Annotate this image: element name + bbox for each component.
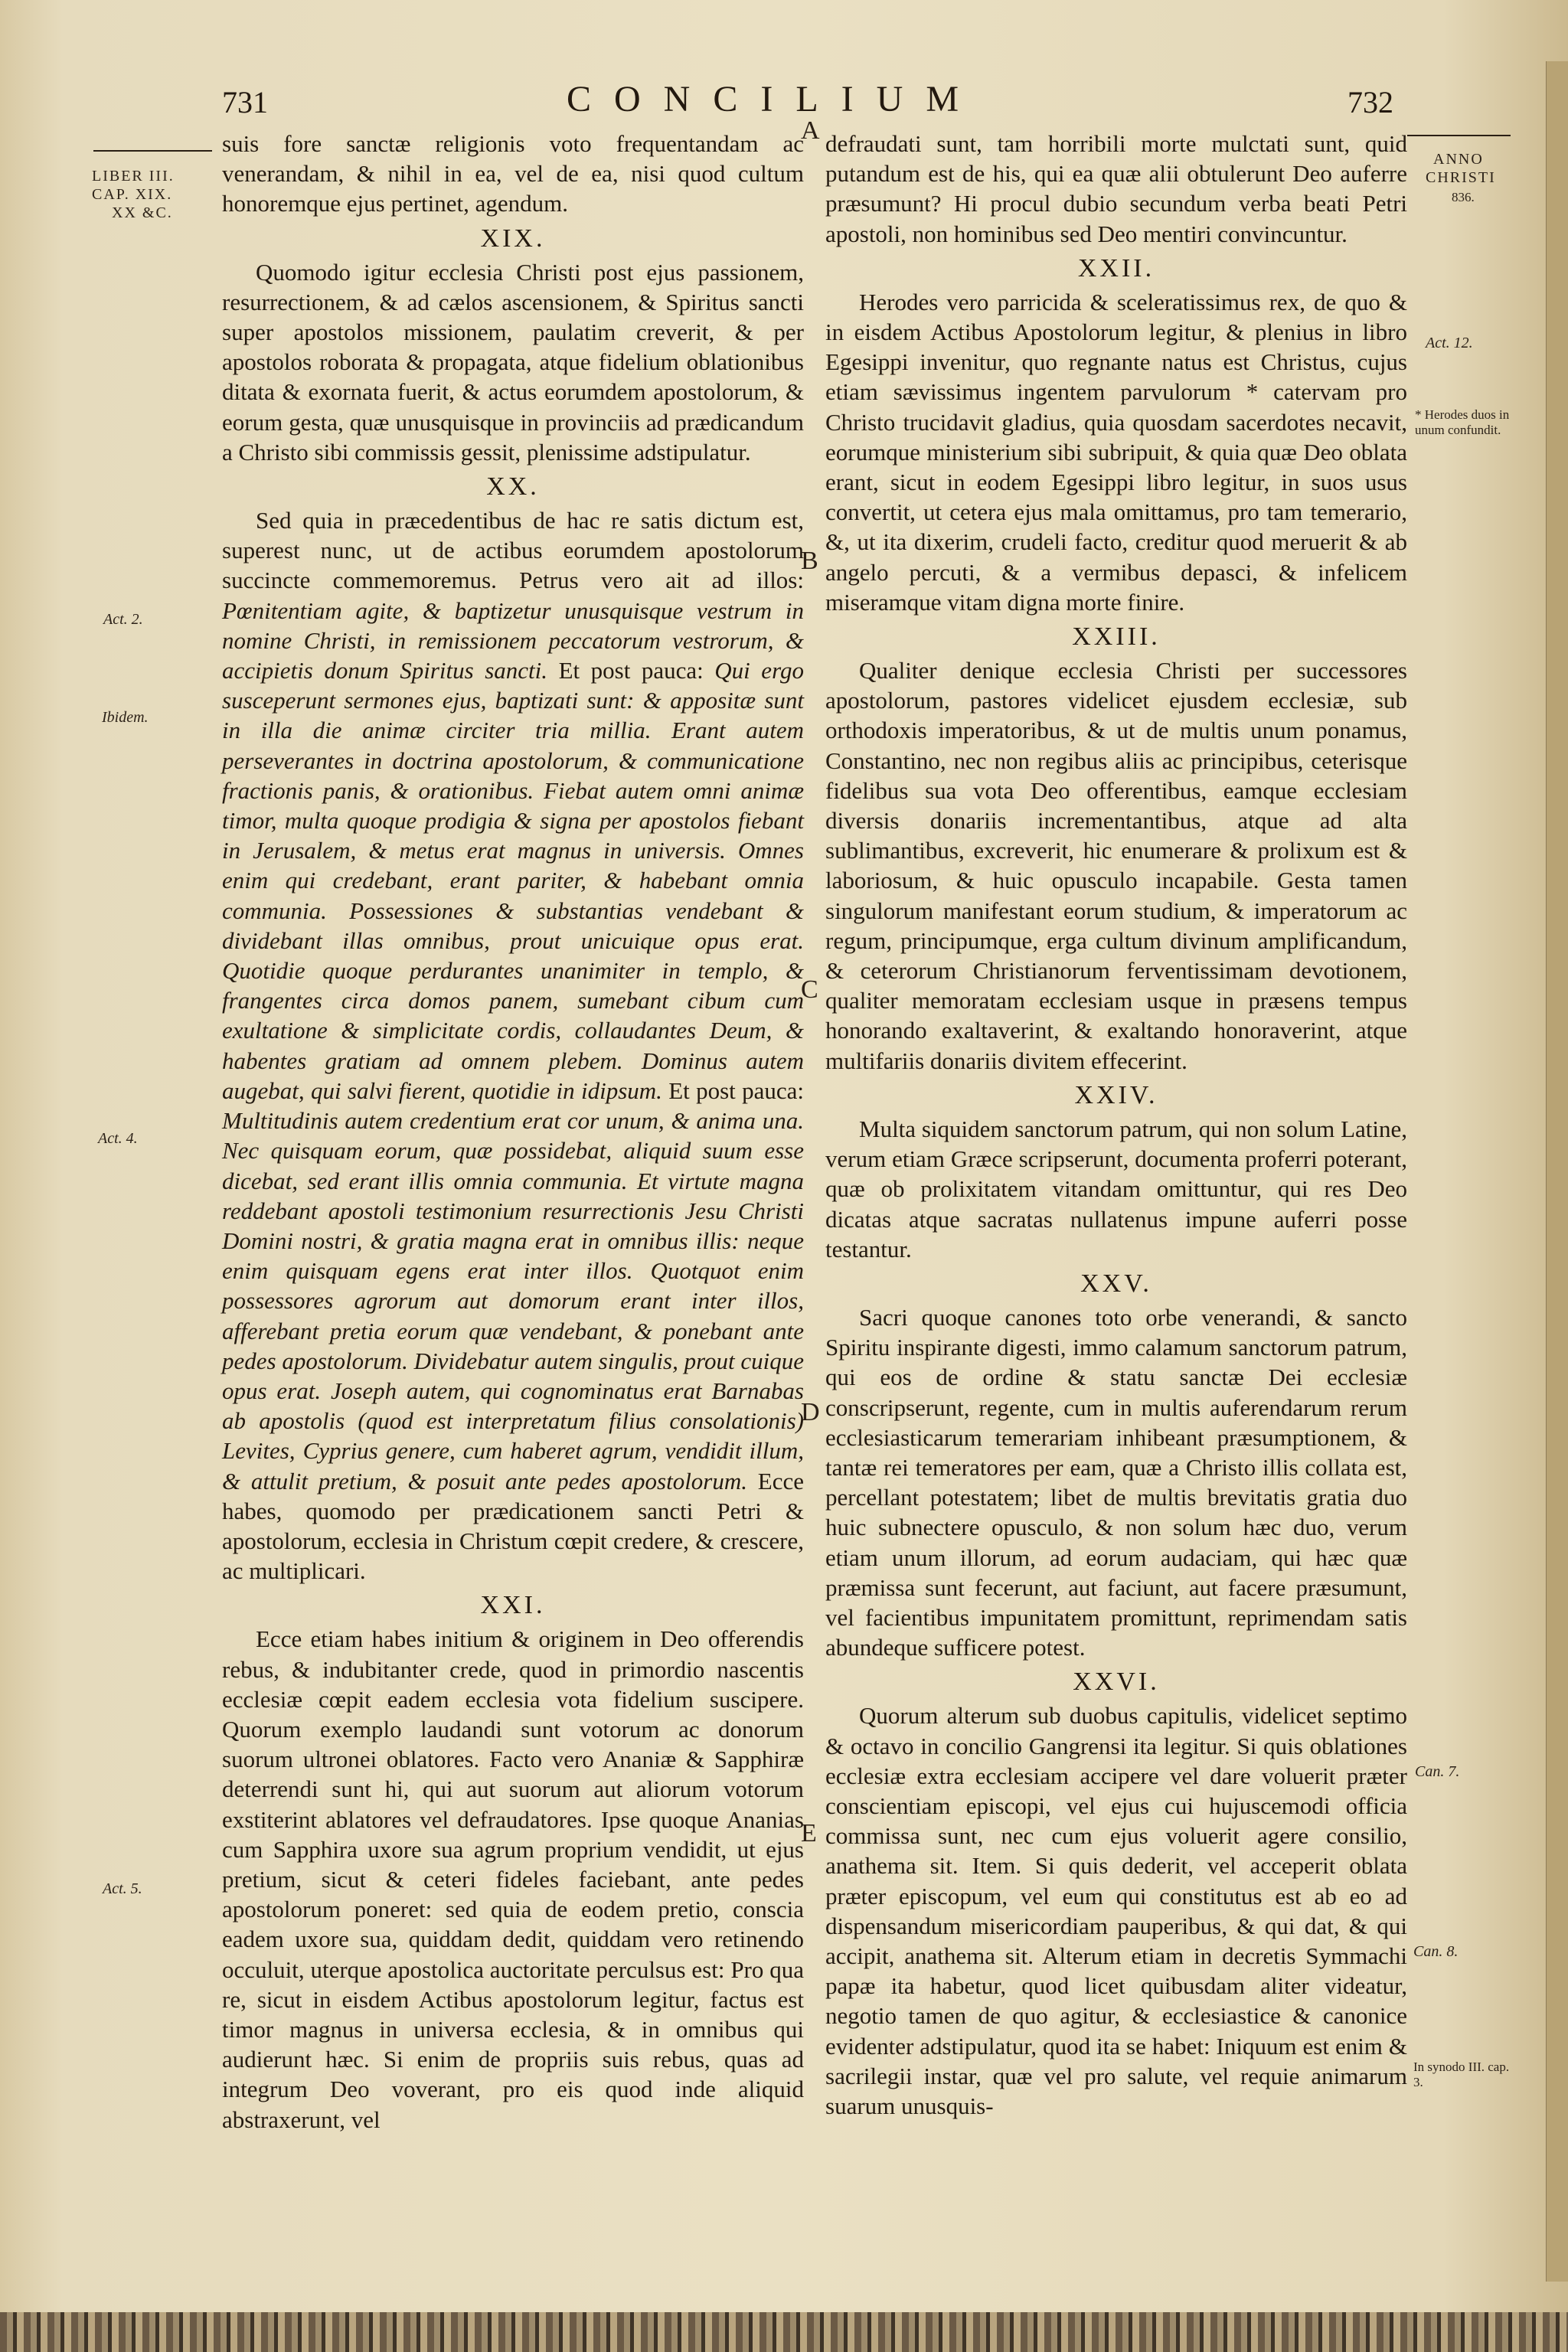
- paragraph-xxvi: Quorum alterum sub duobus capitulis, videlicet septimo & octavo in concilio Gangrensi ita legitur. Si quis oblationes ecclesiæ extra ecclesiam accipere vel dare voluerit præter conscientiam episcopi, vel ejus cui hujuscemodi officia commissa sunt, nec cum ejus voluerit agere consilio, anathema sit. Item. Si quis dederit, vel acceperit oblata præter episcopum, vel eum qui constitutus est ab eo ad dispensandum misericordiam pauperibus, & qui dat, & qui accipit, anathema sit. Alterum etiam in decretis Symmachi papæ ita habetur, quod licet quibusdam aliter videatur, negotio tamen de quo agitur, & ecclesiastice & canonice evidenter adstipulatur, quod ita se habet: Iniquum est enim & sacrilegii instar, quæ vel pro salute, vel requie animarum suarum unusquis-: [825, 1702, 1407, 2119]
- left-paragraph-0: suis fore sanctæ religionis voto frequentandam ac venerandam, & nihil in ea, vel de ea, nisi quod cultum honoremque ejus pertinet, agendum.: [222, 130, 804, 217]
- margin-note-xx: XX &C.: [112, 204, 173, 221]
- margin-note-ibidem: Ibidem.: [102, 709, 149, 726]
- margin-rule-right: [1407, 135, 1511, 136]
- xx-text-d: Ecce habes, quomodo per prædicationem sancti Petri & apostolorum, ecclesia in Christum cœpit credere, & crescere, ac multiplicari.: [222, 1467, 805, 1585]
- heading-xxv: XXV.: [1080, 1269, 1152, 1298]
- heading-xxiv: XXIV.: [1074, 1080, 1158, 1109]
- margin-note-herodes: * Herodes duos in unum confundit.: [1415, 407, 1510, 437]
- margin-note-act2: Act. 2.: [103, 611, 143, 628]
- margin-note-anno: ANNO: [1433, 151, 1484, 168]
- section-letter-e: E: [801, 1819, 817, 1847]
- paragraph-xxiv: Multa siquidem sanctorum patrum, qui non solum Latine, verum etiam Græce scripserunt, documenta proferri poterant, quæ ob prolixitatem vitandam omittuntur, qui res Deo dicatas atque sacratas nullatenus impune auferri posse testantur.: [825, 1115, 1407, 1263]
- margin-note-christi: CHRISTI: [1426, 169, 1496, 186]
- paragraph-xxv: Sacri quoque canones toto orbe venerandi, & sancto Spiritu inspirante digesti, immo calamum sanctorum patrum, qui eos de ordine & statu sanctæ Dei ecclesiæ conscripserunt, regente, cum in multis auferendarum rerum ecclesiasticarum temerariam inhibeant præsumptionem, & tantæ rei temeratores per eam, quæ a Christo illis collata est, percellant potestatem; libet de multis brevitatis gratia duo huic subnectere opusculo, & non solum hæc duo, verum etiam unum illorum, ad eorum audaciam, qui hæc quæ præmissa sunt fecerunt, aut faciunt, aut facere præsumunt, vel facientibus impunitatem promittunt, reprimendam satis abundeque sufficere potest.: [825, 1303, 1407, 1661]
- xx-text-b: Et post pauca:: [547, 657, 715, 684]
- margin-note-can8: Can. 8.: [1413, 1943, 1459, 1960]
- page-edge-tab: [1546, 61, 1568, 2282]
- page-number-right: 732: [1348, 85, 1393, 119]
- section-letter-b: B: [801, 547, 818, 575]
- section-letter-d: D: [801, 1398, 820, 1426]
- paragraph-xix: Quomodo igitur ecclesia Christi post ejus passionem, resurrectionem, & ad cælos ascensionem, & Spiritus sancti super apostolos missionem, paulatim creverit, & per apostolos roborata & propagata, atque fidelium oblationibus ditata & exornata fuerit, & actus eorumdem apostolorum, & eorum gesta, quæ unusquisque in provinciis ad prædicandum a Christo sibi commissis gessit, plenissime adstipulatur.: [222, 258, 804, 466]
- margin-note-cap: CAP. XIX.: [92, 186, 173, 203]
- running-title: CONCILIUM: [567, 79, 982, 119]
- paragraph-xx: [222, 505, 804, 1586]
- page-number-left: 731: [222, 85, 268, 119]
- margin-note-synod: In synodo III. cap. 3.: [1413, 2060, 1510, 2089]
- heading-xxii: XXII.: [1077, 253, 1155, 283]
- heading-xix: XIX.: [480, 224, 546, 253]
- margin-note-can7: Can. 7.: [1415, 1763, 1460, 1780]
- paragraph-xxii: Herodes vero parricida & sceleratissimus rex, de quo & in eisdem Actibus Apostolorum legitur, & plenius in libro Egesippi invenitur, quo regnante natus est Christus, cujus etiam sævissimus ingentem parvulorum * catervam pro Christo trucidavit gladius, quia quosdam sacerdotes necavit, eorumque ministerium sibi subripuit, & quia quæ Deo oblata erant, sicut in eodem Egesippi libro legitur, in suos usus convertit, ut cetera ejus mala omittamus, pro tam temerario, &, ut ita dixerim, crudeli facto, creditur quod meruerit & ab angelo percuti, & a vermibus depasci, & infelicem miseramque vitam digna morte finire.: [825, 288, 1407, 616]
- xx-quote-a: Pœnitentiam agite, & baptizetur unusquisque vestrum in nomine Christi, in remissionem peccatorum vestrorum, & accipietis donum Spiritus sancti.: [222, 596, 804, 684]
- paragraph-xxiii: Qualiter denique ecclesia Christi per successores apostolorum, pastores videlicet ejusdem ecclesiæ, sub orthodoxis imperatoribus, & ut de multis unum ponamus, Constantino, nec non regibus aliis ac principibus, ceterisque fidelibus sua vota Deo offerentibus, eamque ecclesiam diversis donariis incrementantibus, atque ad alta sublimantibus, excreverit, hic enumerare & prolixum est & laboriosum, & huic opusculo incapabile. Gesta tamen singulorum manifestant eorum studium, & imperatorum ac regum, principumque, erga cultum divinum amplificandum, & ceterorum Christianorum ferventissimam devotionem, qualiter memoratam ecclesiam usque in præsens tempus honorando exaltaverint, & exaltando honoraverint, atque multifariis donariis divitem effecerint.: [825, 657, 1407, 1074]
- heading-xx: XX.: [486, 472, 540, 501]
- book-edge-strip: [0, 2312, 1568, 2352]
- running-header: [0, 70, 1568, 132]
- section-letter-a: A: [801, 116, 820, 145]
- section-letter-c: C: [801, 975, 818, 1004]
- xx-text-c: Et post pauca:: [662, 1076, 804, 1104]
- xx-quote-b: Qui ergo susceperunt sermones ejus, baptizati sunt: & appositæ sunt in illa die animæ circiter tria millia. Erant autem perseverantes in doctrina apostolorum, & communicatione fractionis panis, & orationibus. Fiebat autem omni animæ timor, multa quoque prodigia & signa per apostolos fiebant in Jerusalem, & metus erat magnus in universis. Omnes enim qui credebant, erant pariter, & habebant omnia communia. Possessiones & substantias vendebant & dividebant illas omnibus, prout unicuique opus erat. Quotidie quoque perdurantes unanimiter in templo, & frangentes circa domos panem, sumebant cibum cum exultatione & simplicitate cordis, collaudantes Deum, & habentes gratiam ad omnem plebem. Dominus autem augebat, qui salvi fierent, quotidie in idipsum.: [222, 657, 804, 1104]
- right-column: [825, 129, 1407, 2125]
- margin-rule-left: [93, 150, 212, 152]
- margin-note-act4: Act. 4.: [98, 1130, 138, 1147]
- heading-xxiii: XXIII.: [1072, 622, 1161, 652]
- margin-note-act5: Act. 5.: [103, 1880, 142, 1897]
- paragraph-xxi: Ecce etiam habes initium & originem in Deo offerendis rebus, & indubitanter crede, quod in primordio nascentis ecclesiæ cœpit eadem ecclesia vota fidelium suscipere. Quorum exemplo laudandi sunt votorum ac donorum suorum ultronei oblatores. Facto vero Ananiæ & Sapphiræ deterrendi sunt hi, qui aut suorum aut aliorum votorum exstiterint ablatores vel defraudatores. Ipse quoque Ananias cum Sapphira uxore sua agrum proprium vendidit, ut ejus pretium, sicut & ceteri fideles faciebant, ante pedes apostolorum poneret: sed quia de eodem pretio, conscia eadem uxore sua, quiddam dedit, quiddam vero retinendo occuluit, uterque apostolica auctoritate perculsus est: Pro qua re, sicut in eisdem Actibus apostolorum legitur, factus est timor magnus in universa ecclesia, & in omnibus qui audierunt hæc. Si enim de propriis suis rebus, quas ad integrum Deo voverant, pro eis quod inde aliquid abstraxerunt, vel: [222, 1625, 804, 2133]
- heading-xxvi: XXVI.: [1073, 1668, 1160, 1697]
- margin-note-year: 836.: [1452, 190, 1475, 204]
- xx-text-a: Sed quia in præcedentibus de hac re satis dictum est, superest nunc, ut de actibus eorumdem apostolorum succincte commemoremus. Petrus vero ait ad illos:: [222, 507, 804, 594]
- xx-quote-c: Multitudinis autem credentium erat cor unum, & anima una. Nec quisquam eorum, quæ possidebat, aliquid suum esse dicebat, sed erant illis omnia communia. Et virtute magna reddebant apostoli testimonium resurrectionis Jesu Christi Domini nostri, & gratia magna erat in omnibus illis: neque enim quisquam egens erat inter illos. Quotquot enim possessores agrorum aut domorum erant inter illos, afferebant pretia eorum quæ vendebant, & ponebant ante pedes apostolorum. Dividebatur autem singulis, prout cuique opus erat. Joseph autem, qui cognominatus erat Barnabas ab apostolis (quod est interpretatum filius consolationis) Levites, Cyprius genere, cum haberet agrum, vendidit illum, & attulit pretium, & posuit ante pedes apostolorum.: [222, 1107, 805, 1494]
- heading-xxi: XXI.: [480, 1591, 546, 1620]
- right-paragraph-0: defraudati sunt, tam horribili morte mulctati sunt, quid putandum est de his, qui ea quæ alii obtulerunt Deo auferre præsumunt? Hi procul dubio secundum verba beati Petri apostoli, non hominibus sed Deo mentiri convincuntur.: [825, 130, 1407, 247]
- margin-note-liber: LIBER III.: [92, 168, 175, 185]
- left-column: [222, 129, 804, 2139]
- margin-note-act12: Act. 12.: [1426, 335, 1473, 351]
